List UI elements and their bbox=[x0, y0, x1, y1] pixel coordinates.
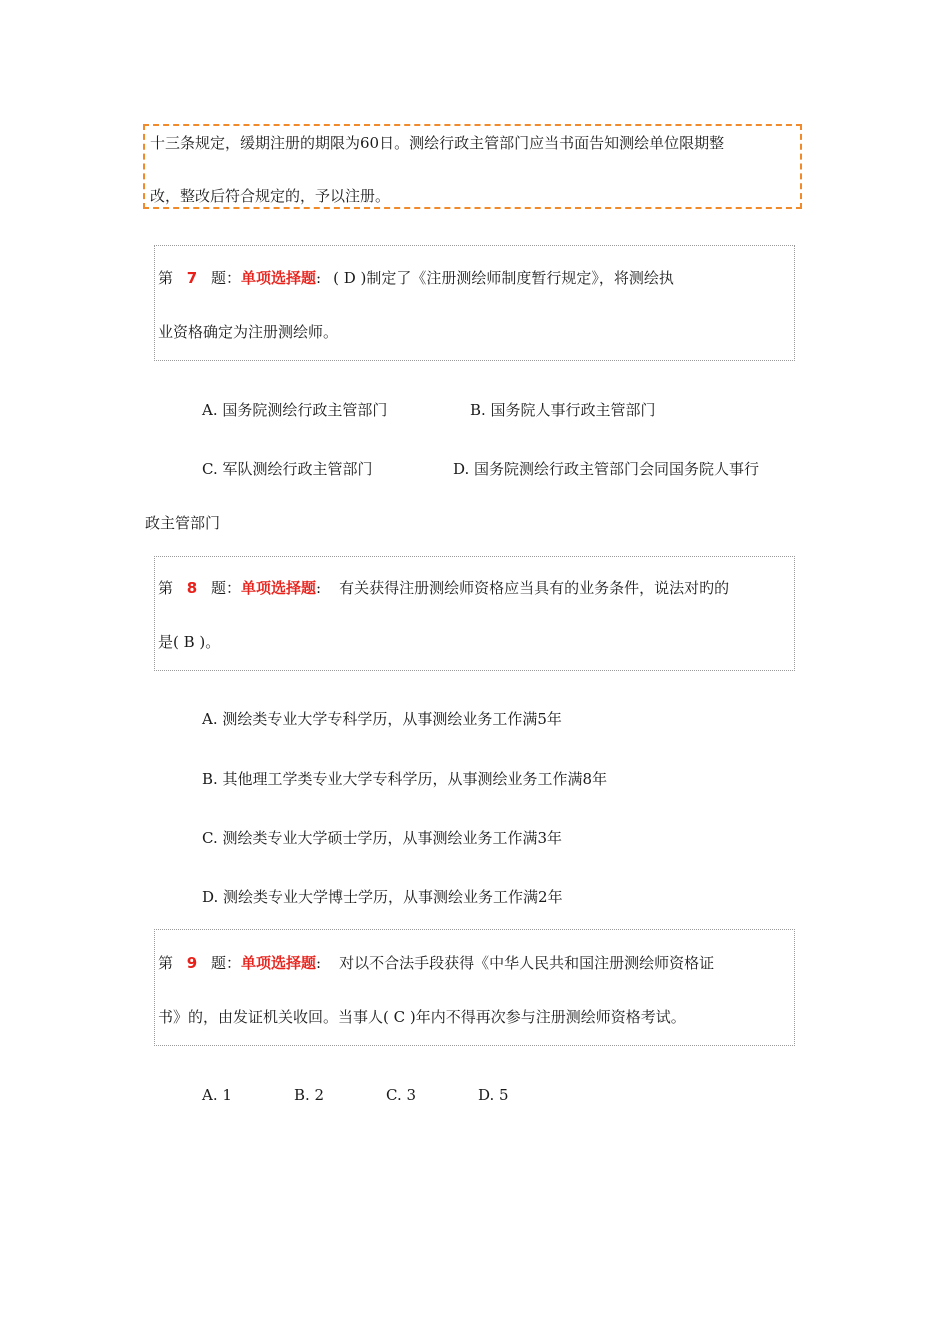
q7-option-c: C. 军队测绘行政主管部门 bbox=[202, 460, 373, 478]
question-type-colon: : bbox=[316, 954, 322, 972]
question-text: ( D )制定了《注册测绘师制度暂行规定》，将测绘执 bbox=[333, 269, 674, 287]
question-number: 8 bbox=[186, 579, 198, 597]
q7-option-a: A. 国务院测绘行政主管部门 bbox=[202, 401, 388, 419]
question-type: 单项选择题 bbox=[241, 954, 317, 972]
question-9-box bbox=[154, 929, 795, 1046]
question-prefix: 第 bbox=[158, 954, 174, 972]
question-7-header bbox=[158, 268, 674, 288]
question-prefix: 第 bbox=[158, 269, 174, 287]
q8-option-b: B. 其他理工学类专业大学专科学历，从事测绘业务工作满8年 bbox=[202, 770, 608, 788]
q8-option-c: C. 测绘类专业大学硕士学历，从事测绘业务工作满3年 bbox=[202, 829, 563, 847]
question-9-text-cont: 书》的，由发证机关收回。当事人( C )年内不得再次参与注册测绘师资格考试。 bbox=[158, 1008, 686, 1026]
question-number: 7 bbox=[186, 269, 198, 287]
question-type: 单项选择题 bbox=[241, 269, 317, 287]
q7-option-b: B. 国务院人事行政主管部门 bbox=[470, 401, 656, 419]
question-suffix: 题： bbox=[211, 954, 242, 972]
question-type-colon: : bbox=[316, 269, 322, 287]
q7-option-d: D. 国务院测绘行政主管部门会同国务院人事行 bbox=[453, 460, 760, 478]
question-8-header bbox=[158, 578, 729, 598]
q7-option-d-cont: 政主管部门 bbox=[145, 514, 221, 532]
question-number: 9 bbox=[186, 954, 198, 972]
question-7-box bbox=[154, 245, 795, 361]
q9-option-d: D. 5 bbox=[478, 1086, 509, 1104]
intro-line-1: 十三条规定，缓期注册的期限为60日。测绘行政主管部门应当书面告知测绘单位限期整 bbox=[150, 134, 725, 152]
q9-option-b: B. 2 bbox=[294, 1086, 325, 1104]
q9-option-a: A. 1 bbox=[202, 1086, 232, 1104]
question-suffix: 题： bbox=[211, 269, 242, 287]
question-8-text-cont: 是( B )。 bbox=[158, 633, 221, 651]
q8-option-a: A. 测绘类专业大学专科学历，从事测绘业务工作满5年 bbox=[202, 710, 562, 728]
question-prefix: 第 bbox=[158, 579, 174, 597]
question-type-colon: : bbox=[316, 579, 322, 597]
question-text: 对以不合法手段获得《中华人民共和国注册测绘师资格证 bbox=[339, 954, 715, 972]
question-text: 有关获得注册测绘师资格应当具有的业务条件，说法对旳的 bbox=[339, 579, 730, 597]
question-7-text-cont: 业资格确定为注册测绘师。 bbox=[158, 323, 339, 341]
question-9-header bbox=[158, 953, 714, 973]
q9-option-c: C. 3 bbox=[386, 1086, 417, 1104]
intro-line-2: 改，整改后符合规定的，予以注册。 bbox=[150, 187, 391, 205]
question-8-box bbox=[154, 556, 795, 671]
question-suffix: 题： bbox=[211, 579, 242, 597]
question-type: 单项选择题 bbox=[241, 579, 317, 597]
q8-option-d: D. 测绘类专业大学博士学历，从事测绘业务工作满2年 bbox=[202, 888, 563, 906]
